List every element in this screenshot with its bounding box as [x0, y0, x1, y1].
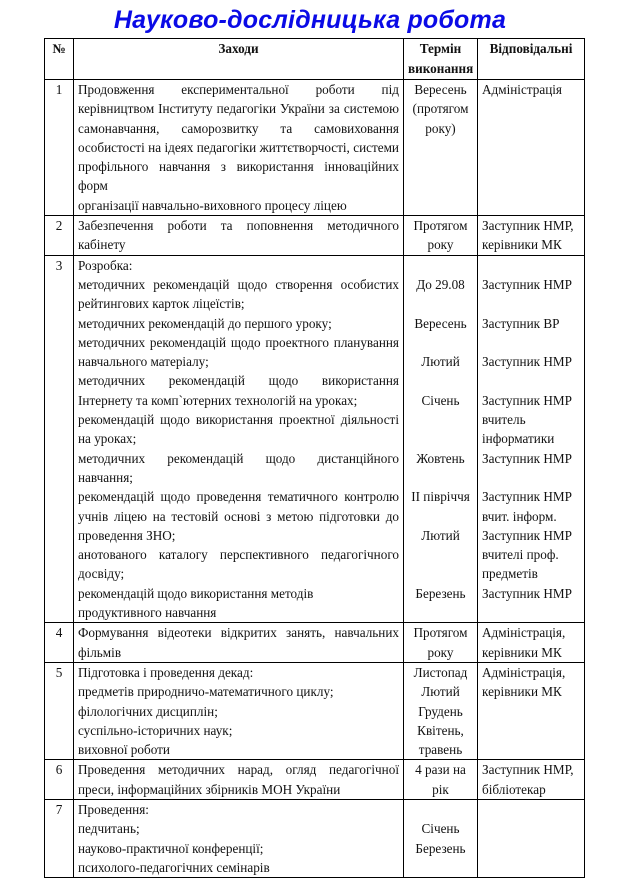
- row-number: 5: [45, 662, 74, 759]
- page-title: Науково-дослідницька робота: [113, 6, 507, 34]
- responsible-cell-line: [482, 468, 580, 487]
- activity-cell: [74, 623, 404, 663]
- activity-cell-line: філологічних дисциплін;: [78, 703, 218, 719]
- term-cell-line: [408, 564, 473, 583]
- activity-cell-line: Забезпечення роботи та поповнення методичного: [78, 218, 399, 234]
- term-cell-line: (протягом: [412, 101, 469, 117]
- activity-cell-line: методичних рекомендацій щодо використання: [78, 373, 399, 389]
- term-cell-line: Протягом: [413, 625, 468, 641]
- table-row: [45, 623, 585, 663]
- term-cell-line: [408, 333, 473, 352]
- responsible-cell-line: [482, 256, 580, 275]
- responsible-cell-line: Заступник НМР: [482, 527, 572, 543]
- term-cell: [404, 760, 478, 800]
- row-number: 2: [45, 216, 74, 256]
- table-row: [45, 799, 585, 877]
- activity-cell-line: Розробка:: [78, 257, 133, 273]
- term-cell-line: Березень: [415, 840, 466, 856]
- activity-cell-line: науково-практичної конференції;: [78, 840, 264, 856]
- term-cell-line: року: [427, 644, 454, 660]
- term-cell-line: [408, 410, 473, 429]
- responsible-cell: [478, 623, 585, 663]
- activity-cell-line: предметів природничо-математичного циклу;: [78, 684, 334, 700]
- term-cell-line: [408, 858, 473, 877]
- activity-cell-line: Продовження експериментальної роботи під: [78, 82, 399, 97]
- activity-cell-line: Проведення методичних нарад, огляд педагогічної: [78, 762, 399, 778]
- row-number: 6: [45, 760, 74, 800]
- term-cell-line: Протягом: [413, 218, 468, 234]
- table-row: [45, 80, 585, 216]
- row-number: 3: [45, 255, 74, 623]
- term-cell-line: Квітень,: [417, 722, 464, 738]
- responsible-cell-line: Заступник НМР,: [482, 218, 574, 234]
- table-row: [45, 255, 585, 623]
- responsible-cell: [478, 80, 585, 216]
- activity-cell-line: профільного навчання з використання інноваційних форм: [78, 159, 399, 194]
- activity-cell-line: навчального матеріалу;: [78, 354, 209, 370]
- activity-cell-line: Проведення:: [78, 801, 149, 817]
- activity-cell: [74, 662, 404, 759]
- term-cell: [404, 662, 478, 759]
- term-cell-line: Вересень: [414, 315, 467, 331]
- activity-cell-line: методичних рекомендацій щодо проектного планування: [78, 334, 399, 350]
- activity-cell-line: продуктивного навчання: [78, 605, 217, 621]
- term-cell-line: року: [427, 237, 454, 253]
- responsible-cell-line: Адміністрація,: [482, 664, 566, 680]
- activity-cell-line: рекомендацій щодо проведення тематичного контролю: [78, 489, 399, 505]
- term-cell-line: рік: [432, 781, 449, 797]
- term-cell-line: До 29.08: [416, 276, 465, 292]
- activity-cell-line: рейтингових карток ліцеїстів;: [78, 296, 245, 312]
- responsible-cell-line: Заступник ВР: [482, 315, 560, 331]
- term-cell-line: Січень: [421, 392, 460, 408]
- term-cell-line: [408, 468, 473, 487]
- activity-cell: [74, 255, 404, 623]
- responsible-cell-line: вчителі проф.: [482, 547, 559, 563]
- activity-cell-line: особистості на ідеях педагогіки життєтворчості, системи: [78, 139, 399, 155]
- header-term-line-1: Термін: [419, 41, 462, 56]
- term-cell-line: ІІ півріччя: [411, 489, 470, 505]
- responsible-cell-line: Адміністрація,: [482, 625, 566, 641]
- term-cell-line: [408, 371, 473, 390]
- responsible-cell-line: Адміністрація: [482, 82, 562, 97]
- responsible-cell-line: [482, 371, 580, 390]
- activity-cell-line: рекомендацій щодо використання методів: [78, 585, 314, 601]
- term-cell-line: [408, 294, 473, 313]
- responsible-cell-line: предметів: [482, 566, 538, 582]
- activity-cell-line: Інтернету та комп`ютерних технологій на уроках;: [78, 392, 358, 408]
- term-cell-line: [408, 429, 473, 448]
- activity-cell-line: виховної роботи: [78, 742, 170, 758]
- term-cell-line: [408, 545, 473, 564]
- row-number: 1: [45, 80, 74, 216]
- activity-cell-line: керівництвом Інституту педагогіки України за системою: [78, 101, 399, 117]
- term-cell-line: [408, 507, 473, 526]
- term-cell-line: травень: [418, 742, 463, 758]
- term-cell-line: Листопад: [413, 664, 468, 680]
- responsible-cell: [478, 799, 585, 877]
- activity-cell-line: методичних рекомендацій щодо дистанційного навчання;: [78, 450, 399, 485]
- row-number: 4: [45, 623, 74, 663]
- activity-cell: [74, 799, 404, 877]
- responsible-cell: [478, 662, 585, 759]
- responsible-cell-line: інформатики: [482, 431, 555, 447]
- activity-cell-line: суспільно-історичних наук;: [78, 722, 233, 738]
- header-activities: Заходи: [74, 39, 404, 80]
- responsible-cell-line: бібліотекар: [482, 781, 546, 797]
- activity-cell-line: педчитань;: [78, 821, 140, 837]
- responsible-cell-line: Заступник НМР: [482, 276, 572, 292]
- activity-cell-line: методичних рекомендацій до першого уроку;: [78, 315, 332, 331]
- activity-cell-line: методичних рекомендацій щодо створення особистих: [78, 276, 399, 292]
- activity-cell-line: проведення ЗНО;: [78, 527, 176, 543]
- row-number: 7: [45, 799, 74, 877]
- activity-cell-line: анотованого каталогу перспективного педагогічного: [78, 547, 399, 563]
- activity-cell-line: учнів ліцею на тестовій основі з метою підготовки до: [78, 508, 399, 524]
- responsible-cell-line: Заступник НМР: [482, 354, 572, 370]
- activity-cell-line: Підготовка і проведення декад:: [78, 664, 254, 680]
- activity-cell-line: кабінету: [78, 237, 126, 253]
- responsible-cell-line: Заступник НМР,: [482, 762, 574, 778]
- activity-cell-line: рекомендацій щодо використання проектної діяльності: [78, 412, 399, 428]
- responsible-cell-line: керівники МК: [482, 684, 562, 700]
- responsible-cell-line: Заступник НМР: [482, 489, 572, 505]
- research-plan-table: [44, 38, 585, 878]
- activity-cell-line: Формування відеотеки відкритих занять, навчальних: [78, 625, 399, 641]
- responsible-cell-line: [482, 333, 580, 352]
- responsible-cell-line: Заступник НМР: [482, 450, 572, 466]
- header-number: №: [45, 39, 74, 80]
- table-row: [45, 760, 585, 800]
- table-row: [45, 216, 585, 256]
- activity-cell-line: психолого-педагогічних семінарів: [78, 859, 270, 875]
- table-body: [45, 80, 585, 878]
- term-cell-line: року): [425, 120, 456, 136]
- term-cell-line: Березень: [415, 585, 466, 601]
- activity-cell-line: преси, інформаційних збірників МОН України: [78, 781, 341, 797]
- responsible-cell-line: Заступник НМР: [482, 392, 572, 408]
- term-cell-line: 4 рази на: [415, 762, 466, 778]
- activity-cell-line: організації навчально-виховного процесу ліцею: [78, 197, 347, 213]
- term-cell: [404, 216, 478, 256]
- term-cell-line: Вересень: [414, 82, 467, 97]
- activity-cell-line: самонавчання, саморозвитку та самовиховання: [78, 120, 399, 136]
- term-cell: [404, 623, 478, 663]
- header-term-line-2: виконання: [408, 61, 474, 76]
- term-cell-line: Жовтень: [416, 450, 465, 466]
- responsible-cell-line: вчит. інформ.: [482, 508, 557, 524]
- responsible-cell-line: Заступник НМР: [482, 585, 572, 601]
- header-term: [404, 39, 478, 80]
- responsible-cell-line: керівники МК: [482, 644, 562, 660]
- term-cell-line: [408, 800, 473, 819]
- activity-cell-line: на уроках;: [78, 431, 137, 447]
- responsible-cell-line: вчитель: [482, 412, 526, 428]
- table-row: [45, 662, 585, 759]
- activity-cell: [74, 80, 404, 216]
- responsible-cell: [478, 255, 585, 623]
- activity-cell: [74, 760, 404, 800]
- term-cell-line: Січень: [421, 821, 460, 837]
- term-cell-line: Лютий: [421, 354, 460, 370]
- term-cell: [404, 80, 478, 216]
- term-cell-line: Грудень: [418, 703, 463, 719]
- header-responsible: Відповідальні: [478, 39, 585, 80]
- term-cell: [404, 799, 478, 877]
- term-cell: [404, 255, 478, 623]
- table-header-row: [45, 39, 585, 80]
- term-cell-line: Лютий: [421, 527, 460, 543]
- activity-cell-line: фільмів: [78, 644, 122, 660]
- activity-cell-line: досвіду;: [78, 566, 125, 582]
- term-cell-line: Лютий: [421, 684, 460, 700]
- term-cell-line: [408, 256, 473, 275]
- responsible-cell-line: [482, 294, 580, 313]
- responsible-cell-line: керівники МК: [482, 237, 562, 253]
- responsible-cell: [478, 760, 585, 800]
- activity-cell: [74, 216, 404, 256]
- responsible-cell: [478, 216, 585, 256]
